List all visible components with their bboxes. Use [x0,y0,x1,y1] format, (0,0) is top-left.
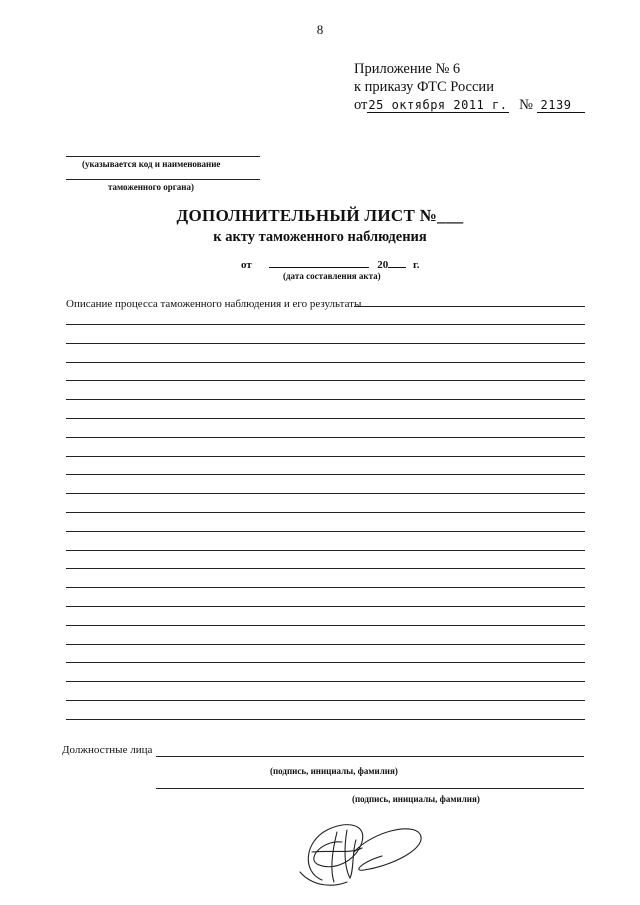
act-date-year: 20 [377,259,389,271]
act-date-blank [269,257,369,268]
page-number: 8 [316,22,324,37]
officials-signature-line-2 [156,788,584,789]
act-year-blank [388,257,406,268]
handwritten-signature [292,812,442,892]
customs-office-caption-1: (указывается код и наименование [82,159,221,169]
description-line [66,681,585,682]
officials-signature-line-1 [156,756,584,757]
description-line [66,324,585,325]
appendix-date-number [354,96,585,114]
act-date-prefix: от [241,259,252,271]
description-line [66,399,585,400]
act-date-year-suffix: г. [413,259,420,271]
description-line [66,456,585,457]
customs-office-line-2 [66,179,260,180]
description-line [66,474,585,475]
appendix-order-ref: к приказу ФТС России [354,79,494,95]
description-line [66,662,585,663]
description-line [66,550,585,551]
act-date-caption: (дата составления акта) [283,271,381,281]
description-line [66,568,585,569]
description-line [66,606,585,607]
officials-caption-1: (подпись, инициалы, фамилия) [270,766,398,776]
officials-caption-2: (подпись, инициалы, фамилия) [352,794,480,804]
order-date: 25 октября 2011 г. [368,98,508,112]
date-prefix: от [354,97,368,113]
description-line [66,719,585,720]
document-title: ДОПОЛНИТЕЛЬНЫЙ ЛИСТ №___ [176,206,464,225]
description-line [66,700,585,701]
officials-label: Должностные лица [62,744,153,756]
description-label: Описание процесса таможенного наблюдения и его результаты [66,298,362,310]
description-line-first [354,306,585,307]
description-line [66,437,585,438]
description-line [66,493,585,494]
description-line [66,512,585,513]
description-line [66,362,585,363]
description-line [66,418,585,419]
description-line [66,644,585,645]
description-line [66,380,585,381]
description-line [66,343,585,344]
description-line [66,625,585,626]
appendix-title: Приложение № 6 [354,61,461,77]
number-prefix: № [519,97,533,113]
act-date-line [241,257,420,271]
customs-office-line-1 [66,156,260,157]
description-line [66,531,585,532]
document-subtitle: к акту таможенного наблюдения [213,229,427,245]
customs-office-caption-2: таможенного органа) [108,182,194,192]
description-line [66,587,585,588]
order-number: 2139 [537,98,586,113]
appendix-header [354,60,585,114]
